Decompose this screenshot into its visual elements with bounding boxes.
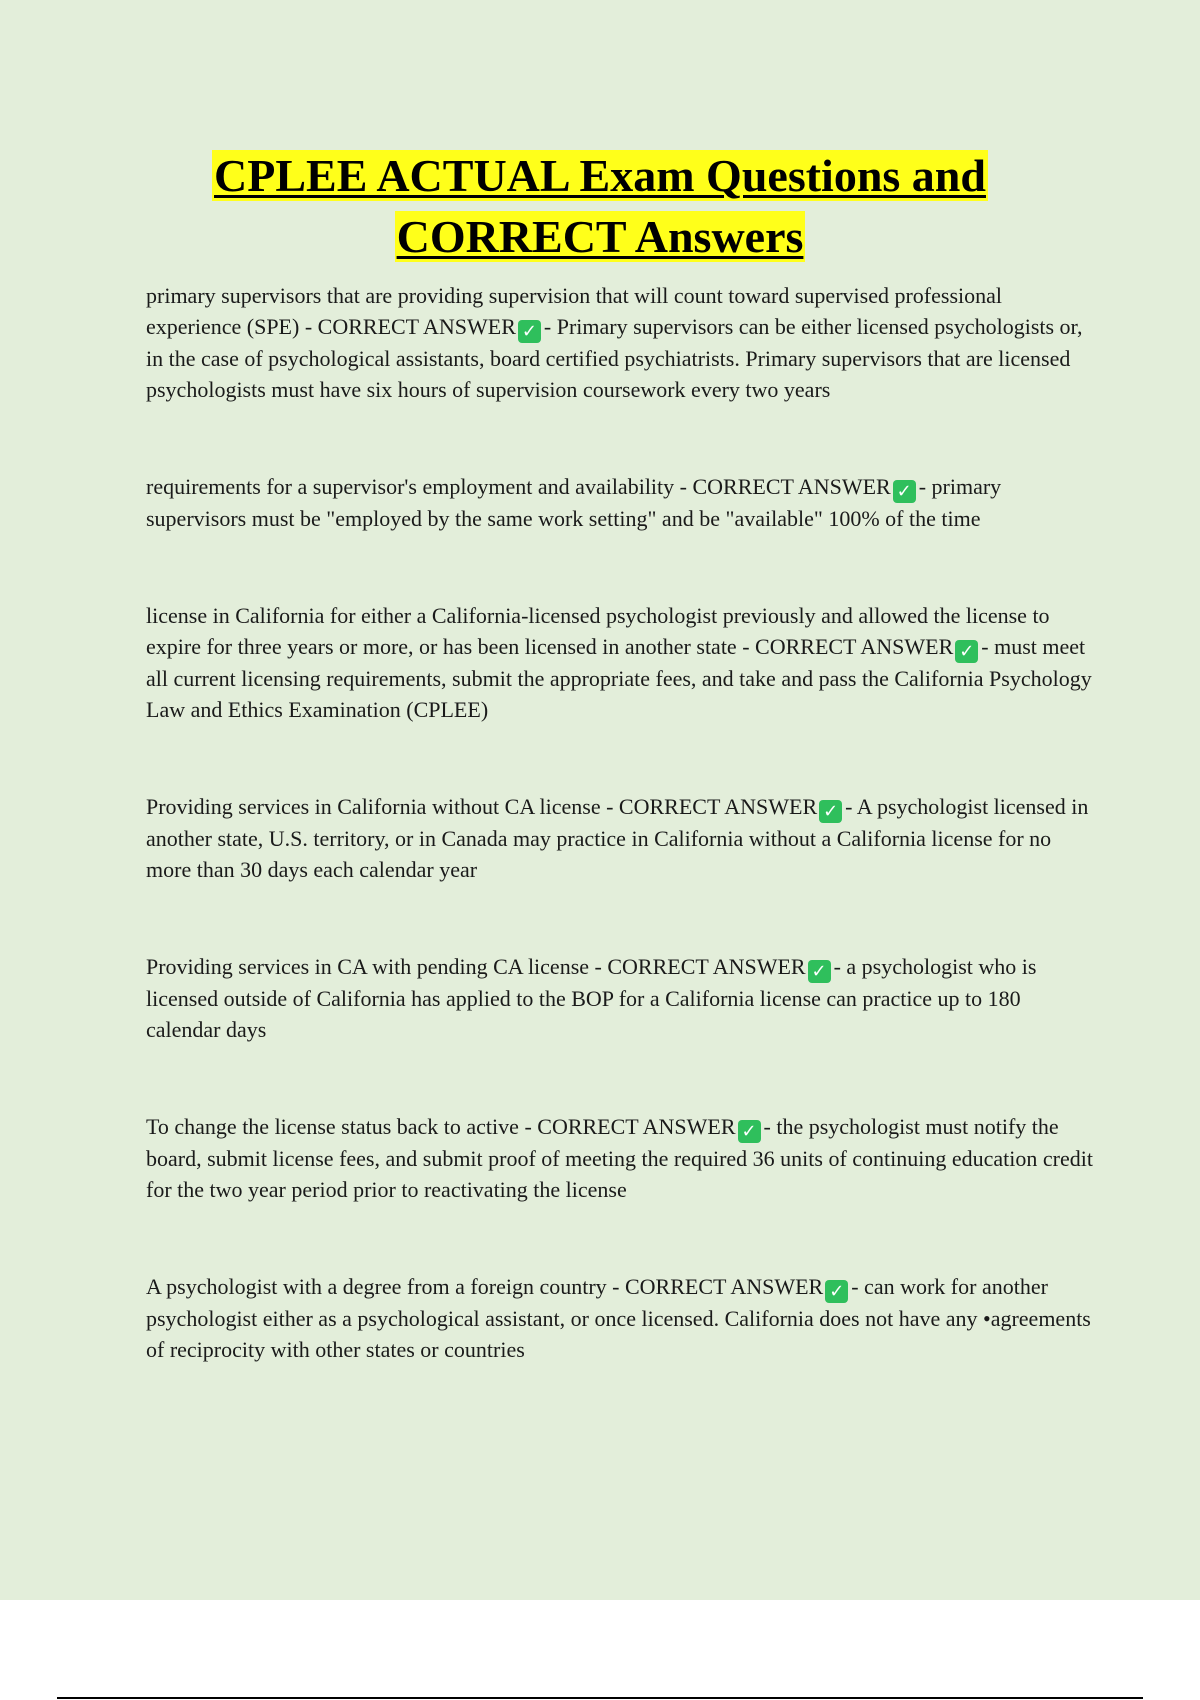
question-text: requirements for a supervisor's employment and availability [146, 474, 675, 499]
answer-text: - the psychologist must notify the board, submit license fees, and submit proof of meeting the required 36 units of continuing education credit for the two year period prior to reactivating the license [146, 1114, 1093, 1202]
answer-text: - must meet all current licensing requirements, submit the appropriate fees, and take and pass the California Psychology Law and Ethics Examination (CPLEE) [146, 634, 1092, 722]
qa-item [146, 951, 1096, 1045]
correct-answer-label: - CORRECT ANSWER [742, 634, 954, 659]
document-title [0, 145, 1200, 267]
check-mark-icon: ✓ [518, 320, 541, 343]
correct-answer-label: - CORRECT ANSWER [679, 474, 891, 499]
correct-answer-label: - CORRECT ANSWER [524, 1114, 736, 1139]
qa-item [146, 280, 1096, 405]
title-line-1: CPLEE ACTUAL Exam Questions and [214, 150, 986, 201]
check-mark-icon: ✓ [893, 480, 916, 503]
question-text: primary supervisors that are providing supervision that will count toward supervised professional experience (SPE) [146, 283, 1002, 339]
qa-item [146, 1271, 1096, 1365]
question-text: license in California for either a California-licensed psychologist previously and allowed the license to expire for three years or more, or has been licensed in another state [146, 603, 1050, 659]
correct-answer-label: - CORRECT ANSWER [612, 1274, 824, 1299]
question-text: Providing services in California without CA license [146, 794, 601, 819]
answer-text: - Primary supervisors can be either licensed psychologists or, in the case of psychological assistants, board certified psychiatrists. Primary supervisors that are licensed psychologists must have six hours of supervision coursework every two years [146, 314, 1083, 402]
question-text: A psychologist with a degree from a foreign country [146, 1274, 607, 1299]
footer-divider [57, 1697, 1143, 1699]
answer-text: - can work for another psychologist either as a psychological assistant, or once licensed. California does not have any •agreements of reciprocity with other states or countries [146, 1274, 1091, 1362]
check-mark-icon: ✓ [819, 800, 842, 823]
answer-text: - primary supervisors must be "employed by the same work setting" and be "available" 100% of the time [146, 474, 1002, 531]
correct-answer-label: - CORRECT ANSWER [606, 794, 818, 819]
correct-answer-label: - CORRECT ANSWER [594, 954, 806, 979]
qa-list [146, 280, 1096, 1431]
check-mark-icon: ✓ [825, 1280, 848, 1303]
correct-answer-label: - CORRECT ANSWER [304, 314, 516, 339]
qa-item [146, 1111, 1096, 1205]
question-text: To change the license status back to active [146, 1114, 519, 1139]
check-mark-icon: ✓ [808, 960, 831, 983]
check-mark-icon: ✓ [955, 640, 978, 663]
check-mark-icon: ✓ [738, 1120, 761, 1143]
qa-item [146, 600, 1096, 725]
title-line-2: CORRECT Answers [396, 211, 804, 262]
answer-text: - a psychologist who is licensed outside of California has applied to the BOP for a California license can practice up to 180 calendar days [146, 954, 1037, 1042]
question-text: Providing services in CA with pending CA license [146, 954, 590, 979]
answer-text: - A psychologist licensed in another state, U.S. territory, or in Canada may practice in California without a California license for no more than 30 days each calendar year [146, 794, 1089, 882]
qa-item [146, 791, 1096, 885]
qa-item [146, 471, 1096, 534]
